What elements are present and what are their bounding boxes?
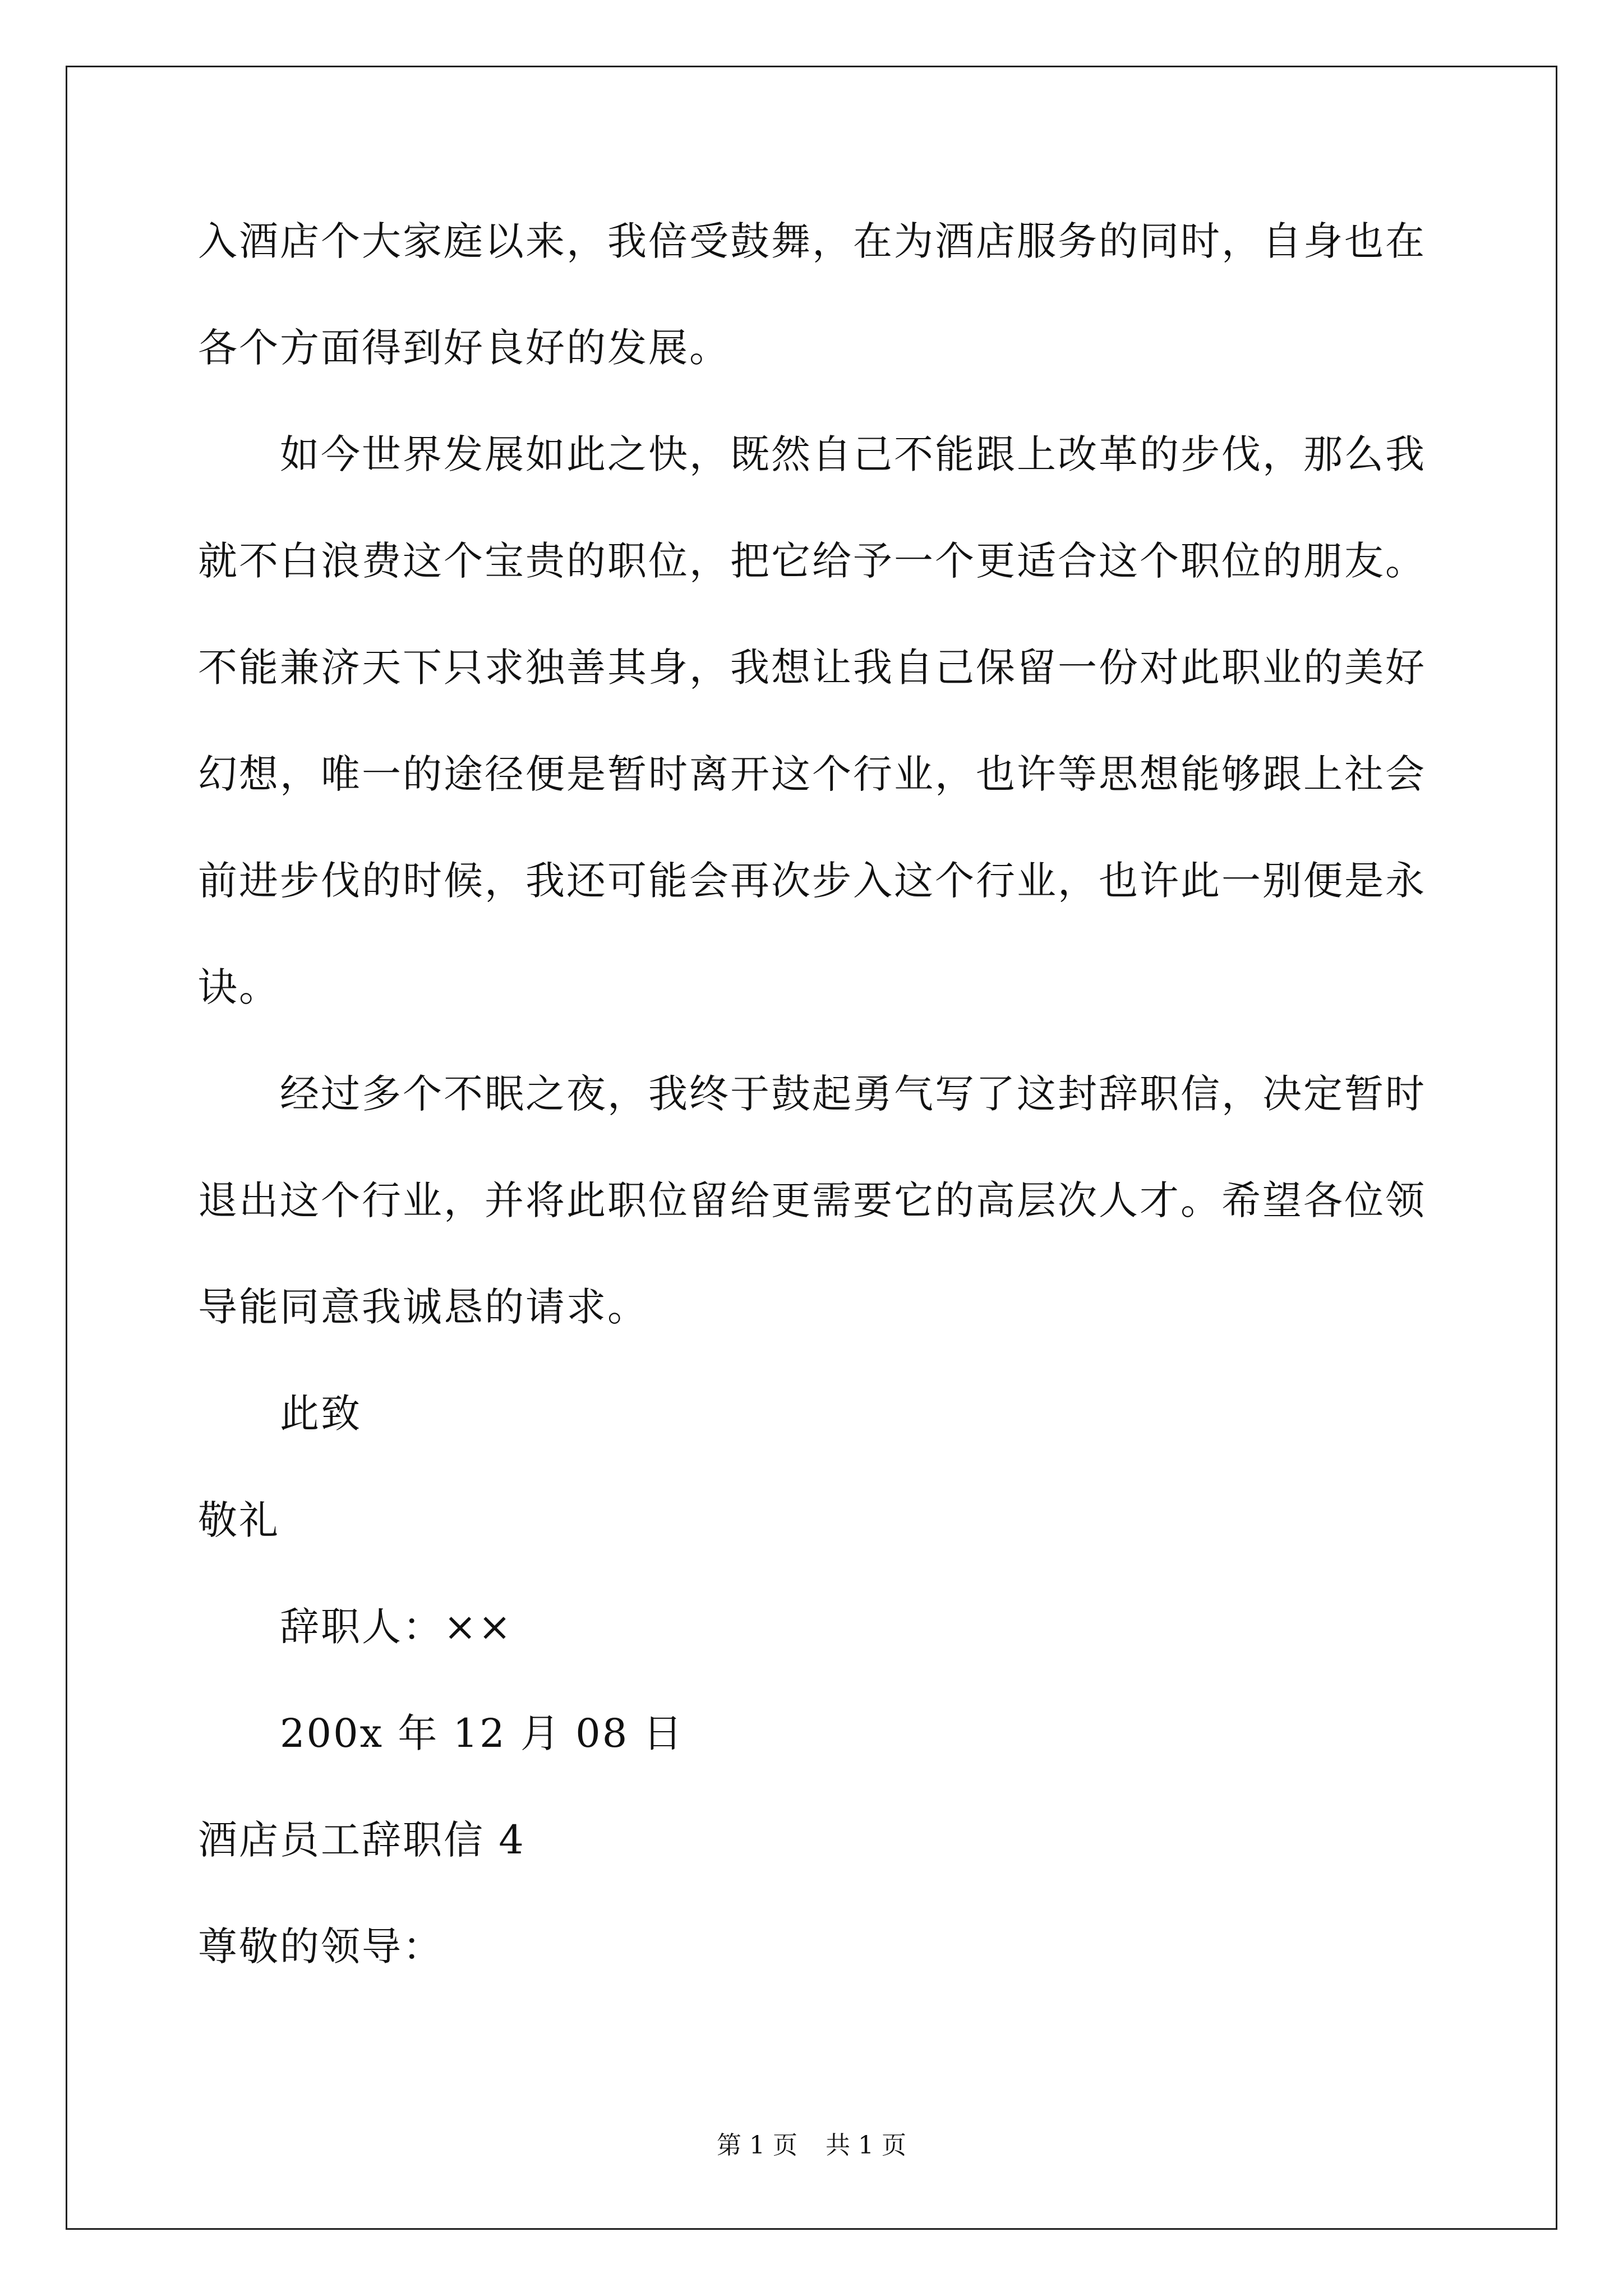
text-line: 幻想，唯一的途径便是暂时离开这个行业，也许等思想能够跟上社会 (198, 751, 1426, 797)
closing-salutation: 此致 (280, 1391, 362, 1437)
text-line: 如今世界发展如此之快，既然自己不能跟上改革的步伐，那么我 (280, 431, 1426, 477)
text-line: 各个方面得到好良好的发展。 (198, 325, 730, 371)
text-line: 诀。 (198, 964, 280, 1010)
text-line: 退出这个行业，并将此职位留给更需要它的高层次人才。希望各位领 (198, 1177, 1426, 1223)
text-line: 经过多个不眠之夜，我终于鼓起勇气写了这封辞职信，决定暂时 (280, 1071, 1426, 1117)
date-line: 200x 年 12 月 08 日 (280, 1710, 684, 1756)
text-line: 入酒店个大家庭以来，我倍受鼓舞，在为酒店服务的同时，自身也在 (198, 218, 1426, 264)
page-number-total: 共 1 页 (826, 2131, 906, 2160)
page-footer (0, 2129, 1623, 2162)
text-line: 就不白浪费这个宝贵的职位，把它给予一个更适合这个职位的朋友。 (198, 538, 1426, 584)
text-line: 导能同意我诚恳的请求。 (198, 1284, 648, 1330)
section-title: 酒店员工辞职信 4 (198, 1817, 525, 1863)
document-body (198, 213, 1432, 2025)
closing-regards: 敬礼 (198, 1497, 280, 1543)
text-line: 不能兼济天下只求独善其身，我想让我自己保留一份对此职业的美好 (198, 645, 1426, 691)
signature-line: 辞职人：×× (280, 1604, 513, 1650)
greeting-line: 尊敬的领导： (198, 1924, 444, 1970)
text-line: 前进步伐的时候，我还可能会再次步入这个行业，也许此一别便是永 (198, 858, 1426, 904)
page-number-current: 第 1 页 (717, 2131, 797, 2160)
